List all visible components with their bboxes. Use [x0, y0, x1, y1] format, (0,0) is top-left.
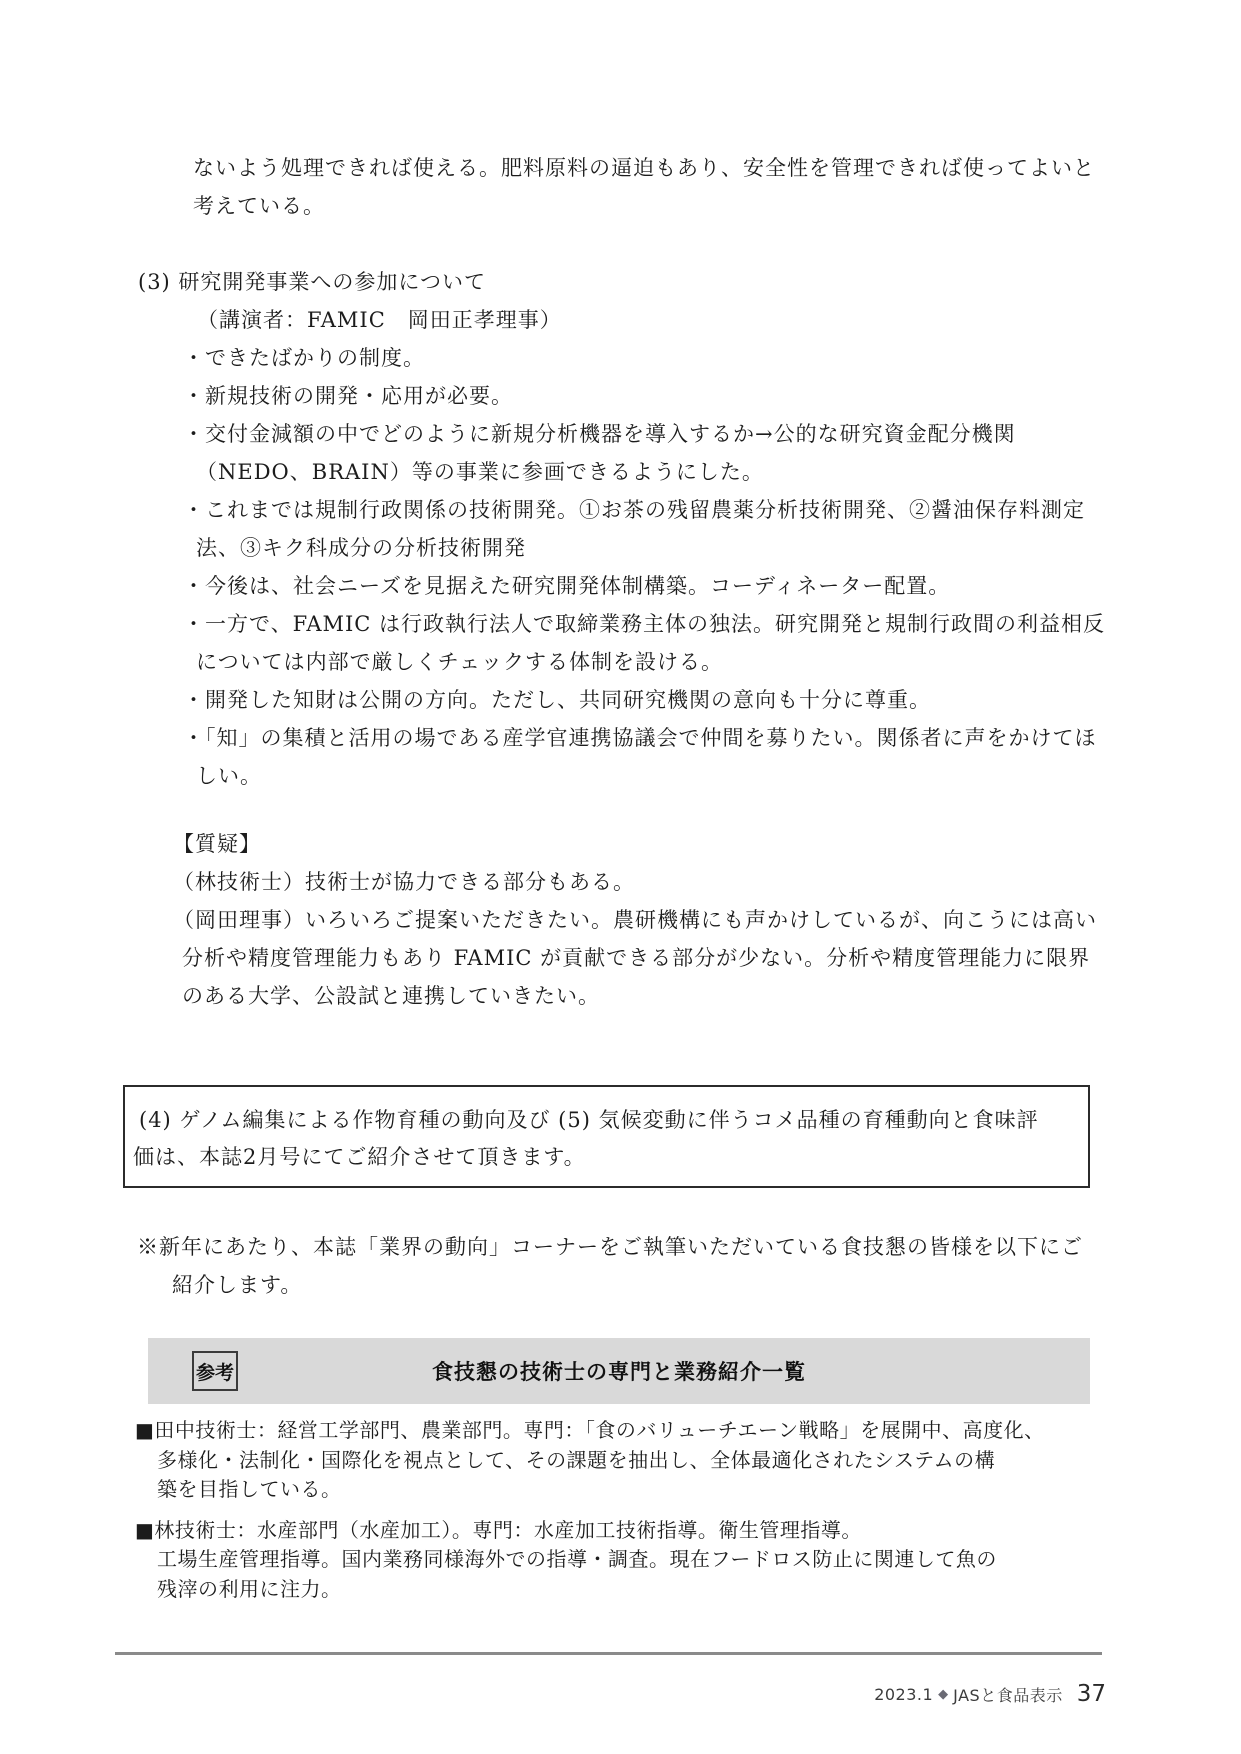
- entry-line: ■田中技術士：経営工学部門、農業部門。専門：「食のバリューチエーン戦略」を展開中、高度化、: [135, 1418, 1045, 1442]
- bullet-line: ・できたばかりの制度。: [183, 346, 425, 370]
- note-section: [0, 1228, 1241, 1304]
- qa-line: （林技術士）技術士が協力できる部分もある。: [173, 870, 635, 894]
- qa-section: [0, 825, 1241, 1015]
- bullet-line: ・一方で、FAMIC は行政執行法人で取締業務主体の独法。研究開発と規制行政間の利益相反: [183, 612, 1106, 636]
- note-line: ※新年にあたり、本誌「業界の動向」コーナーをご執筆いただいている食技懇の皆様を以下にご: [137, 1235, 1083, 1259]
- speaker-line: （講演者：FAMIC 岡田正孝理事）: [197, 308, 562, 332]
- footer-rule: [115, 1652, 1102, 1655]
- section3-heading: (3) 研究開発事業への参加について: [138, 270, 487, 294]
- qa-continuation-line: 分析や精度管理能力もあり FAMIC が貢献できる部分が少ない。分析や精度管理能力に限界: [182, 946, 1091, 970]
- bullet-line: ・開発した知財は公開の方向。ただし、共同研究機関の意向も十分に尊重。: [183, 688, 931, 712]
- notice-line: (4) ゲノム編集による作物育種の動向及び (5) 気候変動に伴うコメ品種の育種動向と食味評: [139, 1108, 1039, 1132]
- qa-continuation-line: のある大学、公設試と連携していきたい。: [182, 984, 600, 1008]
- intro-line: 考えている。: [193, 194, 325, 218]
- bullet-line: ・今後は、社会ニーズを見据えた研究開発体制構築。コーディネーター配置。: [183, 574, 951, 598]
- bullet-line: ・新規技術の開発・応用が必要。: [183, 384, 513, 408]
- member-entry-hayashi: [0, 1516, 1241, 1605]
- footer-issue: 2023.1: [874, 1684, 934, 1704]
- entry-line: 工場生産管理指導。国内業務同様海外での指導・調査。現在フードロス防止に関連して魚の: [157, 1547, 997, 1571]
- reference-badge: 参考: [192, 1351, 238, 1391]
- bullet-line: ・「知」の集積と活用の場である産学官連携協議会で仲間を募りたい。関係者に声をかけてほ: [183, 726, 1097, 750]
- bullet-continuation-line: しい。: [196, 764, 262, 788]
- notice-box: [123, 1085, 1090, 1188]
- intro-line: ないよう処理できれば使える。肥料原料の逼迫もあり、安全性を管理できれば使ってよいと: [193, 156, 1095, 180]
- bullet-continuation-line: については内部で厳しくチェックする体制を設ける。: [196, 650, 723, 674]
- intro-paragraph: [0, 149, 1241, 225]
- qa-line: （岡田理事）いろいろご提案いただきたい。農研機構にも声かけしているが、向こうには高い: [173, 908, 1097, 932]
- reference-banner: [148, 1338, 1090, 1404]
- bullet-line: ・これまでは規制行政関係の技術開発。①お茶の残留農薬分析技術開発、②醤油保存料測定: [183, 498, 1085, 522]
- page-footer: [0, 1681, 1241, 1707]
- diamond-icon: ◆: [938, 1686, 949, 1702]
- bullet-continuation-line: （NEDO、BRAIN）等の事業に参画できるようにした。: [196, 460, 764, 484]
- bullet-continuation-line: 法、③キク科成分の分析技術開発: [196, 536, 526, 560]
- reference-title: 食技懇の技術士の専門と業務紹介一覧: [432, 1360, 806, 1384]
- entry-line: 残滓の利用に注力。: [157, 1576, 342, 1601]
- footer-journal-title: JASと食品表示: [953, 1685, 1063, 1705]
- notice-line: 価は、本誌2月号にてご紹介させて頂きます。: [133, 1145, 586, 1169]
- member-entry-tanaka: [0, 1416, 1241, 1505]
- qa-heading: 【質疑】: [173, 832, 261, 856]
- page-number: 37: [1076, 1681, 1106, 1707]
- entry-line: 多様化・法制化・国際化を視点として、その課題を抽出し、全体最適化されたシステムの構: [157, 1447, 996, 1472]
- note-continuation-line: 紹介します。: [172, 1273, 303, 1297]
- bullet-line: ・交付金減額の中でどのように新規分析機器を導入するか→公的な研究資金配分機関: [183, 422, 1016, 446]
- section-3: [0, 263, 1241, 795]
- section3-bullet-list: [0, 339, 1241, 795]
- entry-line: ■林技術士：水産部門（水産加工）。専門：水産加工技術指導。衛生管理指導。: [135, 1517, 862, 1542]
- entry-line: 築を目指している。: [157, 1477, 342, 1501]
